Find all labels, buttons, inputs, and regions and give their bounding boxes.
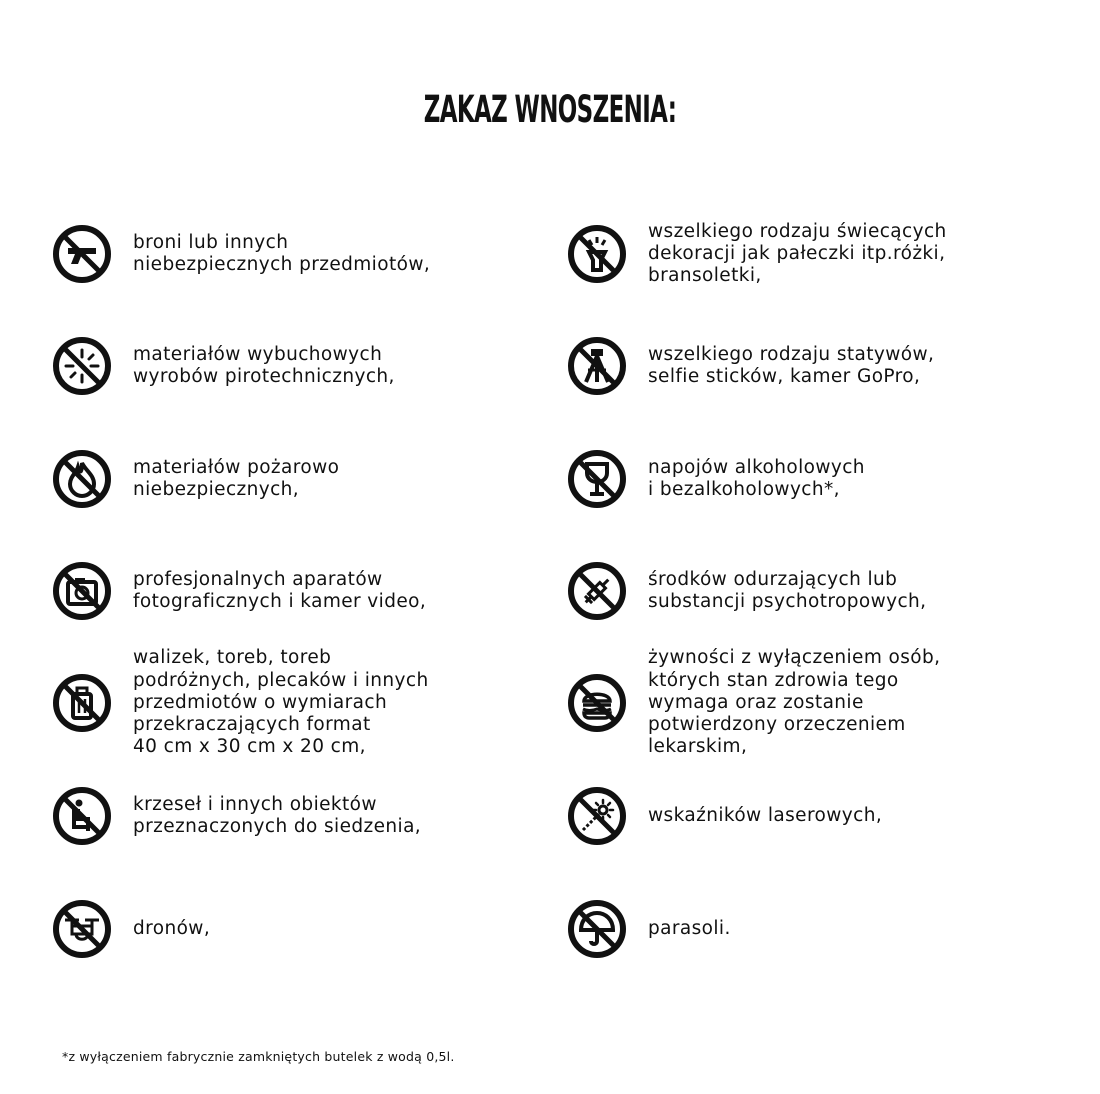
item-label: wszelkiego rodzaju statywów, selfie sticków, kamer GoPro, (648, 343, 935, 387)
item-label: walizek, toreb, toreb podróżnych, plecaków i innych przedmiotów o wymiarach przekraczających format 40 cm x 30 cm x 20 cm, (133, 647, 429, 758)
item-label: wszelkiego rodzaju świecących dekoracji jak pałeczki itp.różki, bransoletki, (648, 220, 947, 287)
item-no-camera (52, 536, 522, 646)
item-no-flammable (52, 424, 522, 534)
no-umbrella-icon (567, 899, 627, 959)
item-label: wskaźników laserowych, (648, 804, 883, 826)
no-luggage-icon (52, 673, 112, 733)
no-drone-icon (52, 899, 112, 959)
no-flammable-icon (52, 449, 112, 509)
item-label: materiałów pożarowo niebezpiecznych, (133, 456, 340, 500)
no-food-icon (567, 673, 627, 733)
no-explosives-icon (52, 336, 112, 396)
no-glowsticks-icon (567, 224, 627, 284)
item-no-explosives (52, 311, 522, 421)
item-label: żywności z wyłączeniem osób, których stan zdrowia tego wymaga oraz zostanie potwierdzony orzeczeniem lekarskim, (648, 647, 941, 758)
no-weapon-icon (52, 224, 112, 284)
item-label: dronów, (133, 917, 211, 939)
item-label: parasoli. (648, 917, 731, 939)
page-title: ZAKAZ WNOSZENIA: (423, 88, 677, 131)
item-no-food (567, 648, 1087, 758)
footnote: *z wyłączeniem fabrycznie zamkniętych butelek z wodą 0,5l. (62, 1049, 455, 1064)
item-no-chair (52, 761, 522, 871)
no-laser-icon (567, 786, 627, 846)
item-label: krzeseł i innych obiektów przeznaczonych do siedzenia, (133, 793, 422, 837)
item-no-tripod (567, 311, 1087, 421)
item-label: broni lub innych niebezpiecznych przedmiotów, (133, 231, 431, 275)
item-no-umbrella (567, 874, 1087, 984)
item-no-glowsticks (567, 199, 1087, 309)
item-no-drone (52, 874, 522, 984)
item-no-drugs (567, 536, 1087, 646)
item-label: materiałów wybuchowych wyrobów pirotechnicznych, (133, 343, 395, 387)
item-no-weapon (52, 199, 522, 309)
item-label: profesjonalnych aparatów fotograficznych i kamer video, (133, 568, 427, 612)
no-chair-icon (52, 786, 112, 846)
no-tripod-icon (567, 336, 627, 396)
no-drinks-icon (567, 449, 627, 509)
item-label: środków odurzających lub substancji psychotropowych, (648, 568, 927, 612)
no-drugs-icon (567, 561, 627, 621)
item-no-luggage (52, 648, 522, 758)
item-no-laser (567, 761, 1087, 871)
item-no-drinks (567, 424, 1087, 534)
item-label: napojów alkoholowych i bezalkoholowych*, (648, 456, 865, 500)
no-camera-icon (52, 561, 112, 621)
